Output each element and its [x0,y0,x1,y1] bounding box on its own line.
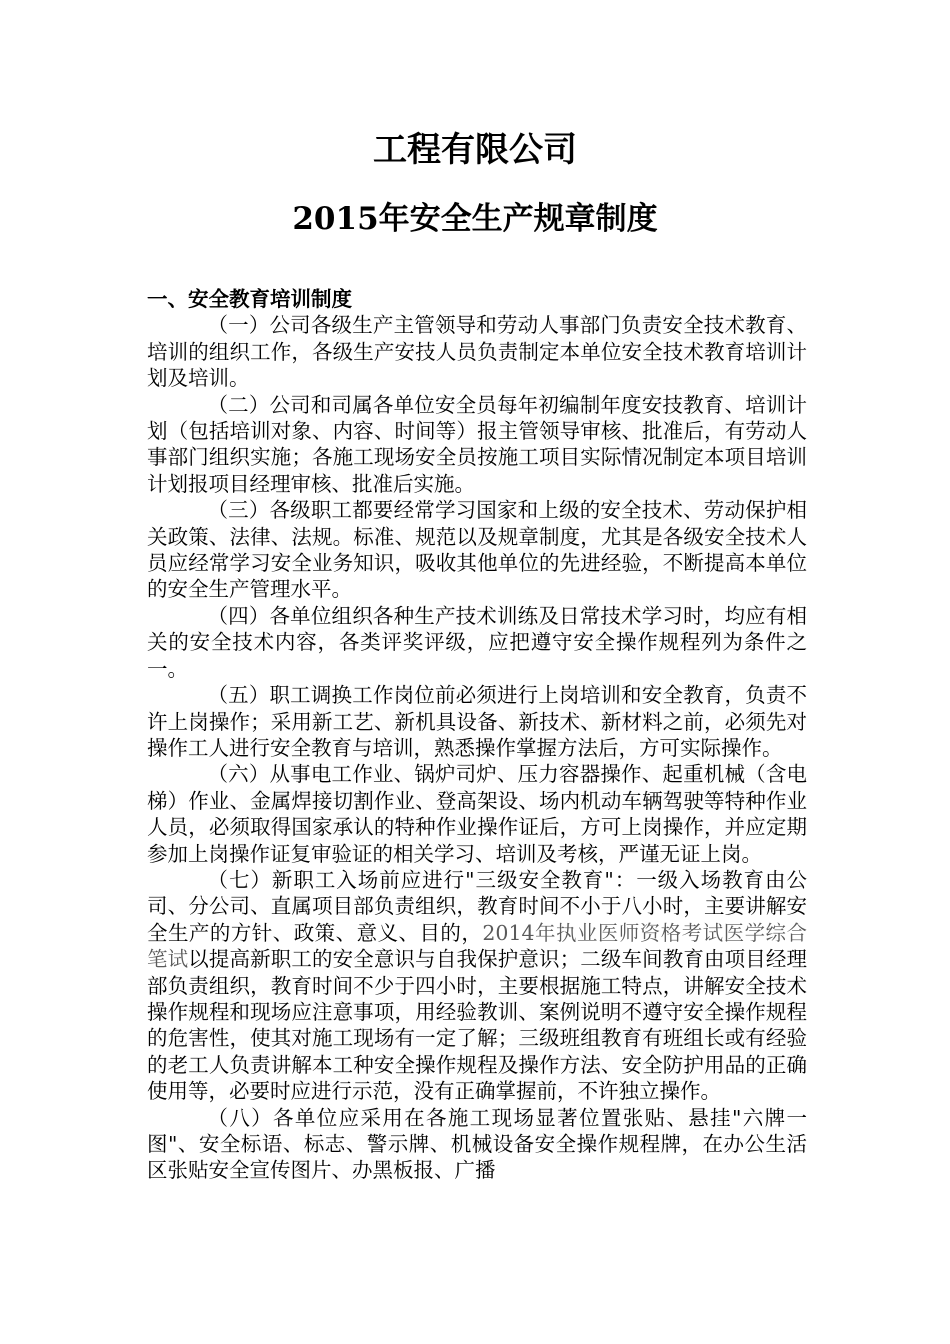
paragraph-6: （六）从事电工作业、锅炉司炉、压力容器操作、起重机械（含电梯）作业、金属焊接切割作业、登高架设、场内机动车辆驾驶等特种作业人员，必须取得国家承认的特种作业操作证后，方可上岗操作，并应定期参加上岗操作证复审验证的相关学习、培训及考核，严谨无证上岗。 [147,762,807,866]
paragraph-7 [147,867,807,1105]
paragraph-8: （八）各单位应采用在各施工现场显著位置张贴、悬挂"六牌一图"、安全标语、标志、警示牌、机械设备安全操作规程牌，在办公生活区张贴安全宣传图片、办黑板报、广播 [147,1105,807,1183]
document-title: 工程有限公司 [373,130,577,170]
paragraph-7-part-2: 以提高新职工的安全意识与自我保护意识；二级车间教育由项目经理部负责组织，教育时间不少于四小时，主要根据施工特点，讲解安全技术操作规程和现场应注意事项，用经验教训、案例说明不遵守安全操作规程的危害性，使其对施工现场有一定了解；三级班组教育有班组长或有经验的老工人负责讲解本工种安全操作规程及操作方法、安全防护用品的正确使用等，必要时应进行示范，没有正确掌握前，不许独立操作。 [147,947,808,1104]
document-subtitle: 2015年安全生产规章制度 [292,201,658,237]
paragraph-4: （四）各单位组织各种生产技术训练及日常技术学习时，均应有相关的安全技术内容，各类评奖评级，应把遵守安全操作规程列为条件之一。 [147,603,807,681]
document-body [147,286,807,1184]
paragraph-7-inserted-text: 2014年执业医师资格考试医学综合笔试 [147,920,808,972]
paragraph-1: （一）公司各级生产主管领导和劳动人事部门负责安全技术教育、培训的组织工作，各级生产安技人员负责制定本单位安全技术教育培训计划及培训。 [147,313,807,391]
paragraph-3: （三）各级职工都要经常学习国家和上级的安全技术、劳动保护相关政策、法律、法规。标准、规范以及规章制度，尤其是各级安全技术人员应经常学习安全业务知识，吸收其他单位的先进经验，不断提高本单位的安全生产管理水平。 [147,498,807,602]
paragraph-5: （五）职工调换工作岗位前必须进行上岗培训和安全教育，负责不许上岗操作；采用新工艺、新机具设备、新技术、新材料之前，必须先对操作工人进行安全教育与培训，熟悉操作掌握方法后，方可实际操作。 [147,683,807,760]
paragraph-2: （二）公司和司属各单位安全员每年初编制年度安技教育、培训计划（包括培训对象、内容、时间等）报主管领导审核、批准后，有劳动人事部门组织实施；各施工现场安全员按施工项目实际情况制定本项目培训计划报项目经理审核、批准后实施。 [147,392,807,496]
section-heading: 一、安全教育培训制度 [147,287,352,311]
paragraph-7-part-1: （七）新职工入场前应进行"三级安全教育"：一级入场教育由公司、分公司、直属项目部负责组织，教育时间不小于八小时，主要讲解安全生产的方针、政策、意义、目的， [147,867,807,945]
